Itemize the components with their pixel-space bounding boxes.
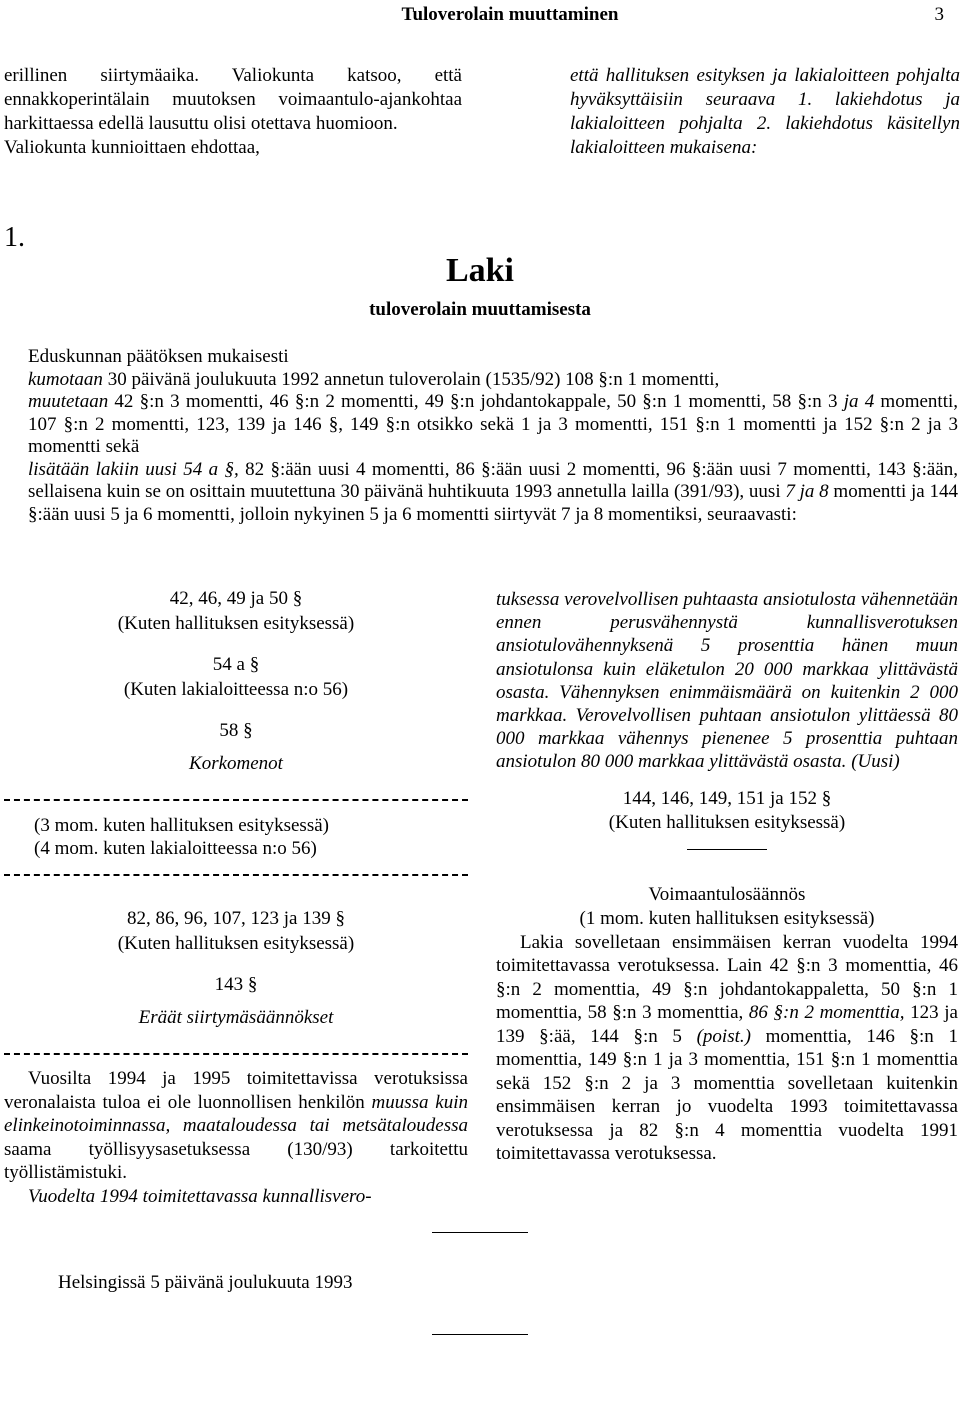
section-82-heading: 82, 86, 96, 107, 123 ja 139 § <box>127 908 345 929</box>
transition-heading: Voimaantulosäännös <box>648 883 806 905</box>
kumotaan-label: kumotaan <box>28 368 103 390</box>
section-58-title: Korkomenot <box>189 752 283 774</box>
lisataan-label: lisätään lakiin uusi 54 a §, <box>28 458 239 480</box>
section-54a-note: (Kuten lakialoitteessa n:o 56) <box>123 678 349 700</box>
mom-3-note: (3 mom. kuten hallituksen esityksessä) <box>34 815 329 836</box>
uusi-note: (Uusi) <box>846 751 900 773</box>
intro-left-proposal: Valiokunta kunnioittaen ehdottaa, <box>4 137 260 158</box>
p1-italic: muussa kuin elinkeinotoiminnassa, maataloudessa tai metsätaloudessa <box>4 1091 468 1136</box>
signature-rule <box>432 1334 528 1335</box>
continued-paragraph <box>496 588 958 774</box>
p1-text: Vuosilta 1994 ja 1995 toimitettavissa verotuksissa veronalaista tuloa ei ole luonnollisen henkilön <box>4 1068 468 1113</box>
law-preamble <box>28 346 958 526</box>
section-divider <box>687 849 767 850</box>
p1-text-2: saama työllisyysasetuksessa (130/93) tarkoitettu työllistämistuki. <box>4 1138 468 1183</box>
section-42-heading: 42, 46, 49 ja 50 § <box>169 588 303 609</box>
muutetaan-italic: ja 4 <box>843 391 875 412</box>
muutetaan-text-2: momentti, 107 §:n 2 momentti, 123, 139 ja 146 §, 149 §:n otsikko sekä 1 ja 3 momentti, 151 §:n 1 momentti ja 152 §:n 2 ja 3 momentti sekä <box>28 391 959 457</box>
lisataan-text-2: momentti ja 144 §:ään uusi 5 ja 6 momentti, jolloin nykyinen 5 ja 6 momentti siirtyvät 7 ja 8 momentiksi, seuraavasti: <box>28 481 958 525</box>
section-143-title: Eräät siirtymäsäännökset <box>138 1006 334 1028</box>
right-column <box>496 588 958 1166</box>
section-143-heading: 143 § <box>214 974 258 995</box>
section-144-heading: 144, 146, 149, 151 ja 152 § <box>622 787 832 809</box>
muutetaan-label: muutetaan <box>28 391 109 412</box>
running-header-title: Tuloverolain muuttaminen <box>401 4 619 25</box>
intro-right <box>570 64 960 160</box>
law-number: 1. <box>4 222 25 253</box>
intro-right-text: että hallituksen esityksen ja lakialoitteen pohjalta hyväksyttäisiin seuraava 1. lakiehdotus ja lakialoitteen pohjalta 2. lakiehdotus käsitellyn lakialoitteen mukaisena: <box>570 65 960 158</box>
intro-left <box>4 64 462 160</box>
section-143-paragraph <box>4 1067 468 1185</box>
p2-text-3: momenttia, 146 §:n 1 momenttia, 149 §:n 1 ja 3 momenttia, 151 §:n 1 momenttia sekä 152 §:n 2 ja 3 momenttia sovelletaan kuitenkin ensimmäisen kerran jo vuodelta 1993 toimitettavassa verotuksessa ja 82 §:n 4 momenttia vuodelta 1991 toimitettavassa verotuksessa. <box>496 1025 958 1165</box>
continued-text: tuksessa verovelvollisen puhtaasta ansiotulosta vähennetään ennen perusvähennystä kunnallisverotuksen ansiotulovähennyksenä 5 prosenttia hänen muun ansiotulonsa kuin eläketulon 20 000 markkaa ylittävästä osasta. Vähennyksen enimmäismäärä on kuitenkin 2 000 markkaa. Verovelvollisen puhtaan ansiotulon ylittäessä 80 000 markkaa vähennys pienenee 5 prosenttia puhtaan ansiotulon 80 000 markkaa ylittävästä osasta. <box>496 589 958 773</box>
mom-4-note: (4 mom. kuten lakialoitteessa n:o 56) <box>34 837 317 859</box>
page-number: 3 <box>934 4 944 25</box>
section-42-note: (Kuten hallituksen esityksessä) <box>117 612 355 634</box>
section-144-note: (Kuten hallituksen esityksessä) <box>608 812 846 834</box>
transition-paragraph <box>496 931 958 1166</box>
p2-italic-2: (poist.) <box>696 1025 751 1047</box>
place-date: Helsingissä 5 päivänä joulukuuta 1993 <box>58 1272 353 1293</box>
intro-left-text: erillinen siirtymäaika. Valiokunta katsoo, että ennakkoperintälain muutoksen voimaantulo-ajankohtaa harkittaessa edellä lausuttu olisi otettava huomioon. <box>4 65 462 134</box>
preamble-lead: Eduskunnan päätöksen mukaisesti <box>28 346 289 367</box>
left-column <box>4 588 468 1208</box>
section-54a-heading: 54 a § <box>212 654 260 675</box>
muutetaan-text: 42 §:n 3 momentti, 46 §:n 2 momentti, 49 §:n johdantokappale, 50 §:n 1 momentti, 58 §:n 3 <box>108 391 844 412</box>
p2-text-2: 123 ja 139 §:ää, 144 §:n 5 <box>496 1002 958 1047</box>
transition-note: (1 mom. kuten hallituksen esityksessä) <box>579 908 875 930</box>
section-58-heading: 58 § <box>219 720 253 741</box>
lisataan-italic: 7 ja 8 <box>785 481 829 502</box>
section-82-note: (Kuten hallituksen esityksessä) <box>117 932 355 954</box>
omission-dashes <box>4 799 468 801</box>
omission-dashes-2 <box>4 874 468 876</box>
kumotaan-text: 30 päivänä joulukuuta 1992 annetun tuloverolain (1535/92) 108 §:n 1 momentti, <box>102 368 720 390</box>
section-143-paragraph-2: Vuodelta 1994 toimitettavassa kunnallisvero- <box>28 1185 372 1207</box>
law-subtitle: tuloverolain muuttamisesta <box>369 299 591 320</box>
p2-italic: 86 §:n 2 momenttia, <box>748 1002 905 1024</box>
p2-text: Lakia sovelletaan ensimmäisen kerran vuodelta 1994 toimitettavassa verotuksessa. Lain 42 §:n 3 momenttia, 46 §:n 2 momenttia, 49 §:n johdantokappaletta, 50 §:n 1 momenttia, 58 §:n 3 momenttia, <box>496 931 958 1024</box>
omission-dashes-3 <box>4 1053 468 1055</box>
law-title: Laki <box>445 252 515 289</box>
lisataan-text: 82 §:ään uusi 4 momentti, 86 §:ään uusi 2 momentti, 96 §:ään uusi 7 momentti, 143 §:ään, sellaisena kuin se on osittain muutettuna 30 päivänä huhtikuuta 1993 annetulla lailla (391/93), uusi <box>28 458 958 502</box>
end-rule <box>432 1232 528 1233</box>
